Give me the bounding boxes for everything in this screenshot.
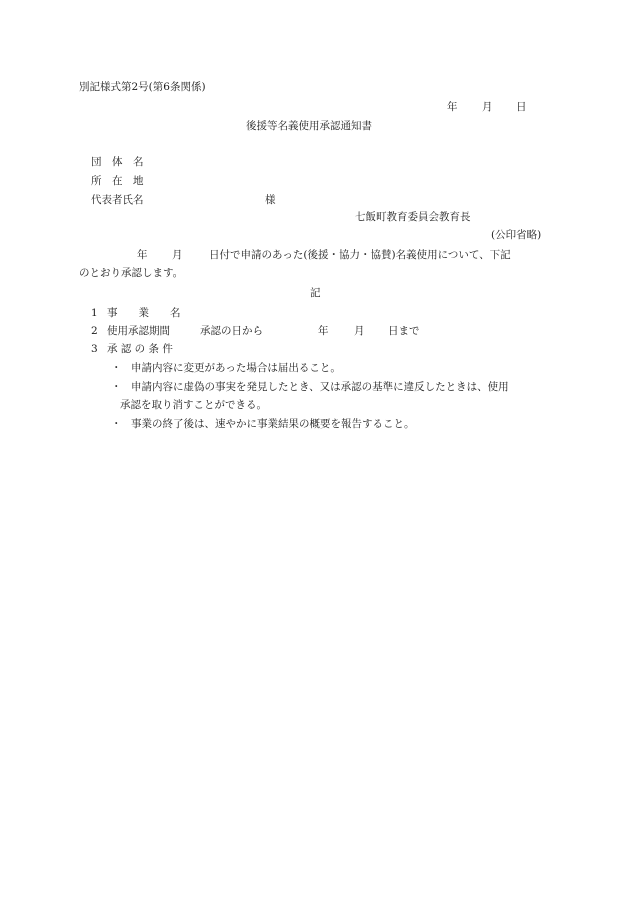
org-name-label: 団 体 名 xyxy=(91,156,144,168)
condition-3-text: 事業の終了後は、速やかに事業結果の概要を報告すること。 xyxy=(131,418,415,430)
date-day-label: 日 xyxy=(516,101,527,113)
item-2-number: 2 xyxy=(91,325,98,337)
item-2-from-text: 承認の日から xyxy=(200,325,263,337)
body-line2-text: のとおり承認します。 xyxy=(79,267,184,279)
seal-omitted-note: (公印省略) xyxy=(491,229,542,241)
document-title: 後援等名義使用承認通知書 xyxy=(246,120,372,132)
address-label: 所 在 地 xyxy=(91,175,144,187)
body-line1-text: 日付で申請のあった(後援・協力・協賛)名義使用について、下記 xyxy=(209,249,511,261)
condition-2-text-line2: 承認を取り消すことができる。 xyxy=(120,399,267,411)
item-2-year-label: 年 xyxy=(318,325,329,337)
item-2-month-label: 月 xyxy=(354,325,365,337)
condition-2-text-line1: 申請内容に虚偽の事実を発見したとき、又は承認の基準に違反したときは、使用 xyxy=(131,381,509,393)
item-2-until-text: 日まで xyxy=(388,325,420,337)
item-2-label: 使用承認期間 xyxy=(107,325,170,337)
condition-1-text: 申請内容に変更があった場合は届出ること。 xyxy=(131,362,341,374)
body-month-label: 月 xyxy=(172,249,183,261)
item-3-number: 3 xyxy=(91,343,98,355)
item-1-label: 事 業 名 xyxy=(107,307,181,319)
condition-1-bullet: ・ xyxy=(111,362,122,374)
condition-3-bullet: ・ xyxy=(111,418,122,430)
item-1-number: 1 xyxy=(91,307,98,319)
form-label: 別記様式第2号(第6条関係) xyxy=(79,81,206,93)
issuer-name: 七飯町教育委員会教育長 xyxy=(355,211,471,223)
condition-2-bullet: ・ xyxy=(111,381,122,393)
honorific: 様 xyxy=(265,194,276,206)
date-month-label: 月 xyxy=(482,101,493,113)
date-year-label: 年 xyxy=(447,101,458,113)
ki-heading: 記 xyxy=(310,287,321,299)
representative-label: 代表者氏名 xyxy=(91,194,144,206)
body-year-label: 年 xyxy=(137,249,148,261)
item-3-label: 承 認 の 条 件 xyxy=(107,343,173,355)
